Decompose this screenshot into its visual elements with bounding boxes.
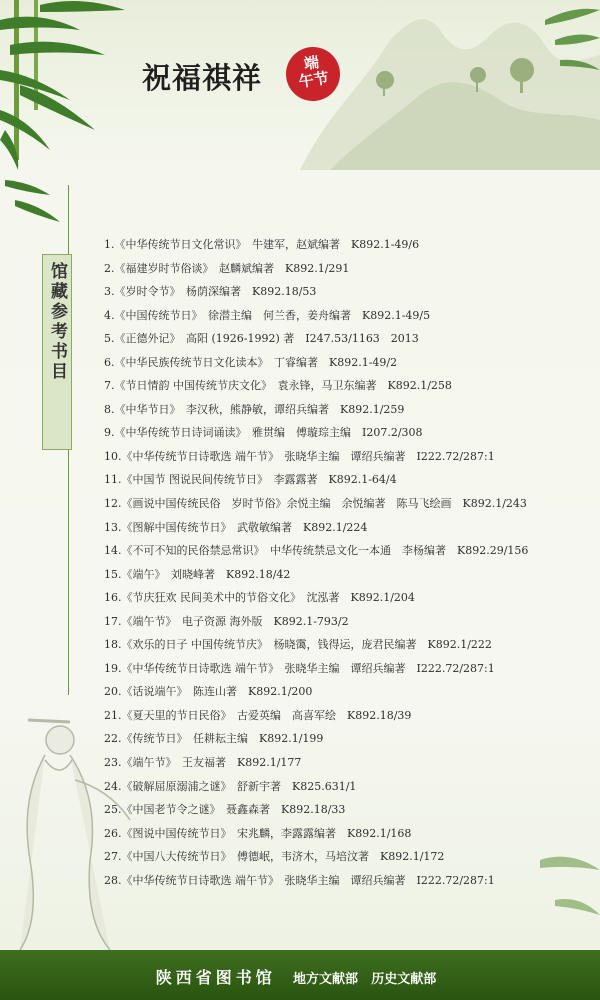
list-item: 2.《福建岁时节俗谈》 赵麟斌编著 K892.1/291 bbox=[104, 261, 350, 275]
list-item: 9.《中华传统节日诗词诵读》 雅贯编 傅璇琮主编 I207.2/308 bbox=[104, 426, 423, 440]
list-item: 6.《中华民族传统节日文化读本》 丁睿编著 K892.1-49/2 bbox=[104, 355, 398, 369]
list-item: 11.《中国节 图说民间传统节日》 李露露著 K892.1-64/4 bbox=[104, 473, 397, 487]
list-item: 23.《端午节》 王友福著 K892.1/177 bbox=[104, 756, 302, 770]
bamboo-leaf-icon bbox=[5, 180, 60, 222]
list-item: 17.《端午节》 电子资源 海外版 K892.1-793/2 bbox=[104, 614, 349, 628]
department-name: 地方文献部 bbox=[292, 972, 358, 987]
library-name: 陕西省图书馆 bbox=[155, 968, 276, 987]
list-item: 16.《节庆狂欢 民间美术中的节俗文化》 沈泓著 K892.1/204 bbox=[104, 591, 415, 605]
bamboo-icon bbox=[0, 0, 125, 170]
footer-text bbox=[0, 965, 600, 988]
list-item: 12.《画说中国传统民俗 岁时节俗》余悦主编 余悦编著 陈马飞绘画 K892.1/243 bbox=[104, 497, 527, 511]
list-item: 3.《岁时令节》 杨荫深编著 K892.18/53 bbox=[104, 285, 317, 299]
list-item: 1.《中华传统节日文化常识》 牛建军，赵斌编著 K892.1-49/6 bbox=[104, 238, 420, 251]
list-item: 24.《破解屈原溺浦之谜》 舒新宇著 K825.631/1 bbox=[104, 779, 357, 793]
list-item: 13.《图解中国传统节日》 武敬敏编著 K892.1/224 bbox=[104, 520, 368, 534]
list-item: 27.《中国八大传统节日》 傅德岷，韦济木，马培汶著 K892.1/172 bbox=[104, 850, 445, 864]
list-item: 21.《夏天里的节日民俗》 古爱英编 高喜军绘 K892.18/39 bbox=[104, 708, 412, 722]
list-item: 25.《中国老节令之谜》 聂鑫森著 K892.18/33 bbox=[104, 803, 346, 817]
seal-text-line1: 端 bbox=[302, 53, 321, 74]
list-item: 8.《中华节日》 李汉秋，熊静敏，谭绍兵编著 K892.1/259 bbox=[104, 402, 405, 416]
bamboo-icon bbox=[540, 857, 600, 915]
list-item: 5.《正德外记》 高阳 (1926-1992) 著 I247.53/1163 2013 bbox=[104, 332, 419, 346]
list-item: 15.《端午》 刘晓峰著 K892.18/42 bbox=[104, 567, 291, 581]
list-item: 10.《中华传统节日诗歌选 端午节》 张晓华主编 谭绍兵编著 I222.72/287:1 bbox=[104, 449, 495, 463]
side-label: 馆藏参考书目 bbox=[47, 262, 67, 382]
list-item: 18.《欢乐的日子 中国传统节庆》 杨晓霭，钱得运，庞君民编著 K892.1/222 bbox=[104, 638, 492, 652]
list-item: 7.《节日情韵 中国传统节庆文化》 袁永锋，马卫东编著 K892.1/258 bbox=[104, 379, 452, 393]
book-list bbox=[104, 233, 528, 892]
list-item: 22.《传统节日》 任耕耘主编 K892.1/199 bbox=[104, 732, 324, 746]
list-item: 20.《话说端午》 陈连山著 K892.1/200 bbox=[104, 685, 313, 699]
list-item: 14.《不可不知的民俗禁忌常识》 中华传统禁忌文化一本通 李杨编著 K892.29/156 bbox=[104, 544, 529, 558]
page-title: 祝福祺祥 bbox=[142, 61, 263, 95]
list-item: 19.《中华传统节日诗歌选 端午节》 张晓华主编 谭绍兵编著 I222.72/287:1 bbox=[104, 661, 495, 675]
department-name: 历史文献部 bbox=[371, 972, 437, 987]
list-item: 26.《图说中国传统节日》 宋兆麟，李露露编著 K892.1/168 bbox=[104, 826, 412, 840]
list-item: 28.《中华传统节日诗歌选 端午节》 张晓华主编 谭绍兵编著 I222.72/287:1 bbox=[104, 873, 495, 887]
seal-text-line2: 午节 bbox=[297, 68, 330, 91]
list-item: 4.《中国传统节日》 徐潜主编 何兰香，姜舟编著 K892.1-49/5 bbox=[104, 308, 431, 322]
